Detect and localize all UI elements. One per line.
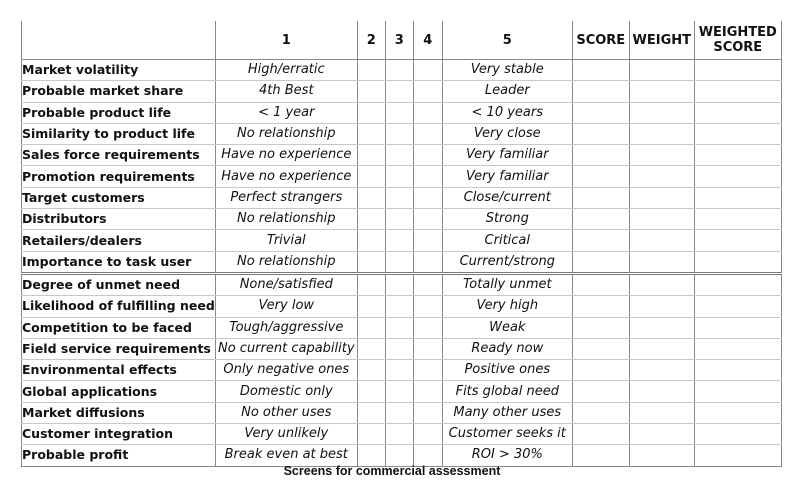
rating-3-cell <box>385 102 413 123</box>
rating-2-cell <box>357 123 385 144</box>
weighted-score-cell <box>694 381 781 402</box>
table-row <box>22 60 782 81</box>
table-row <box>22 102 782 123</box>
weight-cell <box>629 251 694 273</box>
rating-1-descriptor: Very low <box>215 296 357 317</box>
table-row <box>22 445 782 466</box>
weight-cell <box>629 81 694 102</box>
weight-cell <box>629 317 694 338</box>
header-col-2: 2 <box>357 21 385 60</box>
rating-4-cell <box>413 166 442 187</box>
rating-5-descriptor: ROI > 30% <box>442 445 572 466</box>
header-col-3: 3 <box>385 21 413 60</box>
criterion-label: Similarity to product life <box>22 123 216 144</box>
rating-4-cell <box>413 424 442 445</box>
rating-3-cell <box>385 209 413 230</box>
rating-2-cell <box>357 381 385 402</box>
score-cell <box>572 145 629 166</box>
rating-3-cell <box>385 251 413 273</box>
rating-5-descriptor: Very familiar <box>442 145 572 166</box>
criterion-label: Market volatility <box>22 60 216 81</box>
score-cell <box>572 445 629 466</box>
table-row <box>22 360 782 381</box>
table-row <box>22 317 782 338</box>
criterion-label: Distributors <box>22 209 216 230</box>
weighted-score-cell <box>694 296 781 317</box>
score-cell <box>572 381 629 402</box>
weight-cell <box>629 166 694 187</box>
rating-3-cell <box>385 338 413 359</box>
criterion-label: Environmental effects <box>22 360 216 381</box>
header-col-5: 5 <box>442 21 572 60</box>
rating-3-cell <box>385 402 413 423</box>
table-row <box>22 230 782 251</box>
rating-4-cell <box>413 209 442 230</box>
rating-5-descriptor: Weak <box>442 317 572 338</box>
rating-3-cell <box>385 81 413 102</box>
criterion-label: Degree of unmet need <box>22 273 216 295</box>
rating-5-descriptor: Very high <box>442 296 572 317</box>
rating-5-descriptor: Many other uses <box>442 402 572 423</box>
rating-5-descriptor: Close/current <box>442 187 572 208</box>
rating-4-cell <box>413 251 442 273</box>
rating-4-cell <box>413 402 442 423</box>
rating-3-cell <box>385 296 413 317</box>
weight-cell <box>629 145 694 166</box>
rating-5-descriptor: Ready now <box>442 338 572 359</box>
rating-4-cell <box>413 187 442 208</box>
weighted-score-cell <box>694 230 781 251</box>
table-row <box>22 81 782 102</box>
rating-1-descriptor: High/erratic <box>215 60 357 81</box>
score-cell <box>572 230 629 251</box>
header-col-1: 1 <box>215 21 357 60</box>
table-row <box>22 187 782 208</box>
rating-1-descriptor: None/satisfied <box>215 273 357 295</box>
header-weighted-line1: WEIGHTED <box>698 25 777 40</box>
rating-1-descriptor: Only negative ones <box>215 360 357 381</box>
rating-5-descriptor: Very close <box>442 123 572 144</box>
weight-cell <box>629 102 694 123</box>
rating-1-descriptor: Trivial <box>215 230 357 251</box>
rating-1-descriptor: Have no experience <box>215 145 357 166</box>
table-row <box>22 123 782 144</box>
score-cell <box>572 60 629 81</box>
figure-caption: Screens for commercial assessment <box>283 464 501 478</box>
rating-2-cell <box>357 360 385 381</box>
score-cell <box>572 209 629 230</box>
weighted-score-cell <box>694 273 781 295</box>
header-weight: WEIGHT <box>629 21 694 60</box>
weighted-score-cell <box>694 360 781 381</box>
table-row <box>22 381 782 402</box>
header-col-4: 4 <box>413 21 442 60</box>
rating-4-cell <box>413 445 442 466</box>
weight-cell <box>629 230 694 251</box>
table-row <box>22 145 782 166</box>
rating-2-cell <box>357 338 385 359</box>
rating-2-cell <box>357 81 385 102</box>
rating-2-cell <box>357 251 385 273</box>
weighted-score-cell <box>694 424 781 445</box>
weighted-score-cell <box>694 166 781 187</box>
score-cell <box>572 123 629 144</box>
weighted-score-cell <box>694 338 781 359</box>
rating-3-cell <box>385 123 413 144</box>
rating-4-cell <box>413 317 442 338</box>
weight-cell <box>629 338 694 359</box>
criterion-label: Customer integration <box>22 424 216 445</box>
score-cell <box>572 166 629 187</box>
weight-cell <box>629 187 694 208</box>
table-row <box>22 338 782 359</box>
header-weighted-score <box>694 21 781 60</box>
rating-4-cell <box>413 123 442 144</box>
criterion-label: Retailers/dealers <box>22 230 216 251</box>
rating-3-cell <box>385 145 413 166</box>
score-cell <box>572 338 629 359</box>
criterion-label: Importance to task user <box>22 251 216 273</box>
weighted-score-cell <box>694 123 781 144</box>
rating-1-descriptor: Domestic only <box>215 381 357 402</box>
rating-3-cell <box>385 424 413 445</box>
header-score: SCORE <box>572 21 629 60</box>
rating-2-cell <box>357 402 385 423</box>
weighted-score-cell <box>694 60 781 81</box>
weight-cell <box>629 273 694 295</box>
rating-2-cell <box>357 145 385 166</box>
weight-cell <box>629 60 694 81</box>
rating-4-cell <box>413 81 442 102</box>
rating-5-descriptor: Customer seeks it <box>442 424 572 445</box>
table-row <box>22 273 782 295</box>
criterion-label: Target customers <box>22 187 216 208</box>
weighted-score-cell <box>694 251 781 273</box>
score-cell <box>572 296 629 317</box>
rating-1-descriptor: No relationship <box>215 209 357 230</box>
rating-1-descriptor: Tough/aggressive <box>215 317 357 338</box>
rating-5-descriptor: Very familiar <box>442 166 572 187</box>
score-cell <box>572 317 629 338</box>
rating-2-cell <box>357 60 385 81</box>
rating-5-descriptor: Totally unmet <box>442 273 572 295</box>
rating-2-cell <box>357 209 385 230</box>
rating-4-cell <box>413 102 442 123</box>
rating-5-descriptor: Fits global need <box>442 381 572 402</box>
score-cell <box>572 251 629 273</box>
weight-cell <box>629 424 694 445</box>
weighted-score-cell <box>694 317 781 338</box>
rating-1-descriptor: Have no experience <box>215 166 357 187</box>
weight-cell <box>629 381 694 402</box>
rating-4-cell <box>413 60 442 81</box>
criterion-label: Promotion requirements <box>22 166 216 187</box>
rating-4-cell <box>413 360 442 381</box>
weight-cell <box>629 123 694 144</box>
criterion-label: Competition to be faced <box>22 317 216 338</box>
criterion-label: Probable profit <box>22 445 216 466</box>
rating-4-cell <box>413 296 442 317</box>
header-row <box>22 21 782 60</box>
rating-3-cell <box>385 381 413 402</box>
score-cell <box>572 81 629 102</box>
weight-cell <box>629 209 694 230</box>
rating-2-cell <box>357 424 385 445</box>
weight-cell <box>629 296 694 317</box>
table-row <box>22 166 782 187</box>
score-cell <box>572 187 629 208</box>
table-row <box>22 424 782 445</box>
rating-3-cell <box>385 317 413 338</box>
criterion-label: Likelihood of fulfilling need <box>22 296 216 317</box>
table-row <box>22 402 782 423</box>
rating-2-cell <box>357 273 385 295</box>
criterion-label: Probable product life <box>22 102 216 123</box>
criterion-label: Global applications <box>22 381 216 402</box>
criterion-label: Field service requirements <box>22 338 216 359</box>
weighted-score-cell <box>694 145 781 166</box>
score-cell <box>572 102 629 123</box>
weighted-score-cell <box>694 81 781 102</box>
rating-1-descriptor: No relationship <box>215 251 357 273</box>
rating-3-cell <box>385 360 413 381</box>
table-row <box>22 209 782 230</box>
rating-2-cell <box>357 187 385 208</box>
rating-5-descriptor: Critical <box>442 230 572 251</box>
rating-5-descriptor: Strong <box>442 209 572 230</box>
weighted-score-cell <box>694 187 781 208</box>
rating-4-cell <box>413 145 442 166</box>
rating-1-descriptor: 4th Best <box>215 81 357 102</box>
rating-4-cell <box>413 230 442 251</box>
rating-3-cell <box>385 187 413 208</box>
weight-cell <box>629 360 694 381</box>
rating-4-cell <box>413 273 442 295</box>
weighted-score-cell <box>694 402 781 423</box>
rating-1-descriptor: Very unlikely <box>215 424 357 445</box>
rating-3-cell <box>385 445 413 466</box>
header-weighted-line2: SCORE <box>713 40 763 55</box>
table-row <box>22 251 782 273</box>
score-cell <box>572 273 629 295</box>
rating-3-cell <box>385 273 413 295</box>
rating-5-descriptor: Very stable <box>442 60 572 81</box>
rating-3-cell <box>385 166 413 187</box>
rating-4-cell <box>413 338 442 359</box>
rating-3-cell <box>385 230 413 251</box>
rating-1-descriptor: Break even at best <box>215 445 357 466</box>
weighted-score-cell <box>694 209 781 230</box>
score-cell <box>572 402 629 423</box>
criterion-label: Sales force requirements <box>22 145 216 166</box>
header-label-column <box>22 21 216 60</box>
rating-1-descriptor: Perfect strangers <box>215 187 357 208</box>
weighted-score-cell <box>694 445 781 466</box>
rating-1-descriptor: No current capability <box>215 338 357 359</box>
rating-5-descriptor: Positive ones <box>442 360 572 381</box>
rating-1-descriptor: No other uses <box>215 402 357 423</box>
assessment-table <box>21 21 782 467</box>
rating-2-cell <box>357 230 385 251</box>
score-cell <box>572 360 629 381</box>
rating-2-cell <box>357 166 385 187</box>
table-body <box>22 60 782 467</box>
rating-2-cell <box>357 317 385 338</box>
rating-2-cell <box>357 296 385 317</box>
rating-2-cell <box>357 102 385 123</box>
rating-1-descriptor: < 1 year <box>215 102 357 123</box>
criterion-label: Market diffusions <box>22 402 216 423</box>
score-cell <box>572 424 629 445</box>
rating-4-cell <box>413 381 442 402</box>
criterion-label: Probable market share <box>22 81 216 102</box>
rating-3-cell <box>385 60 413 81</box>
rating-2-cell <box>357 445 385 466</box>
rating-5-descriptor: Leader <box>442 81 572 102</box>
rating-5-descriptor: Current/strong <box>442 251 572 273</box>
weight-cell <box>629 402 694 423</box>
weight-cell <box>629 445 694 466</box>
table-row <box>22 296 782 317</box>
rating-1-descriptor: No relationship <box>215 123 357 144</box>
rating-5-descriptor: < 10 years <box>442 102 572 123</box>
weighted-score-cell <box>694 102 781 123</box>
